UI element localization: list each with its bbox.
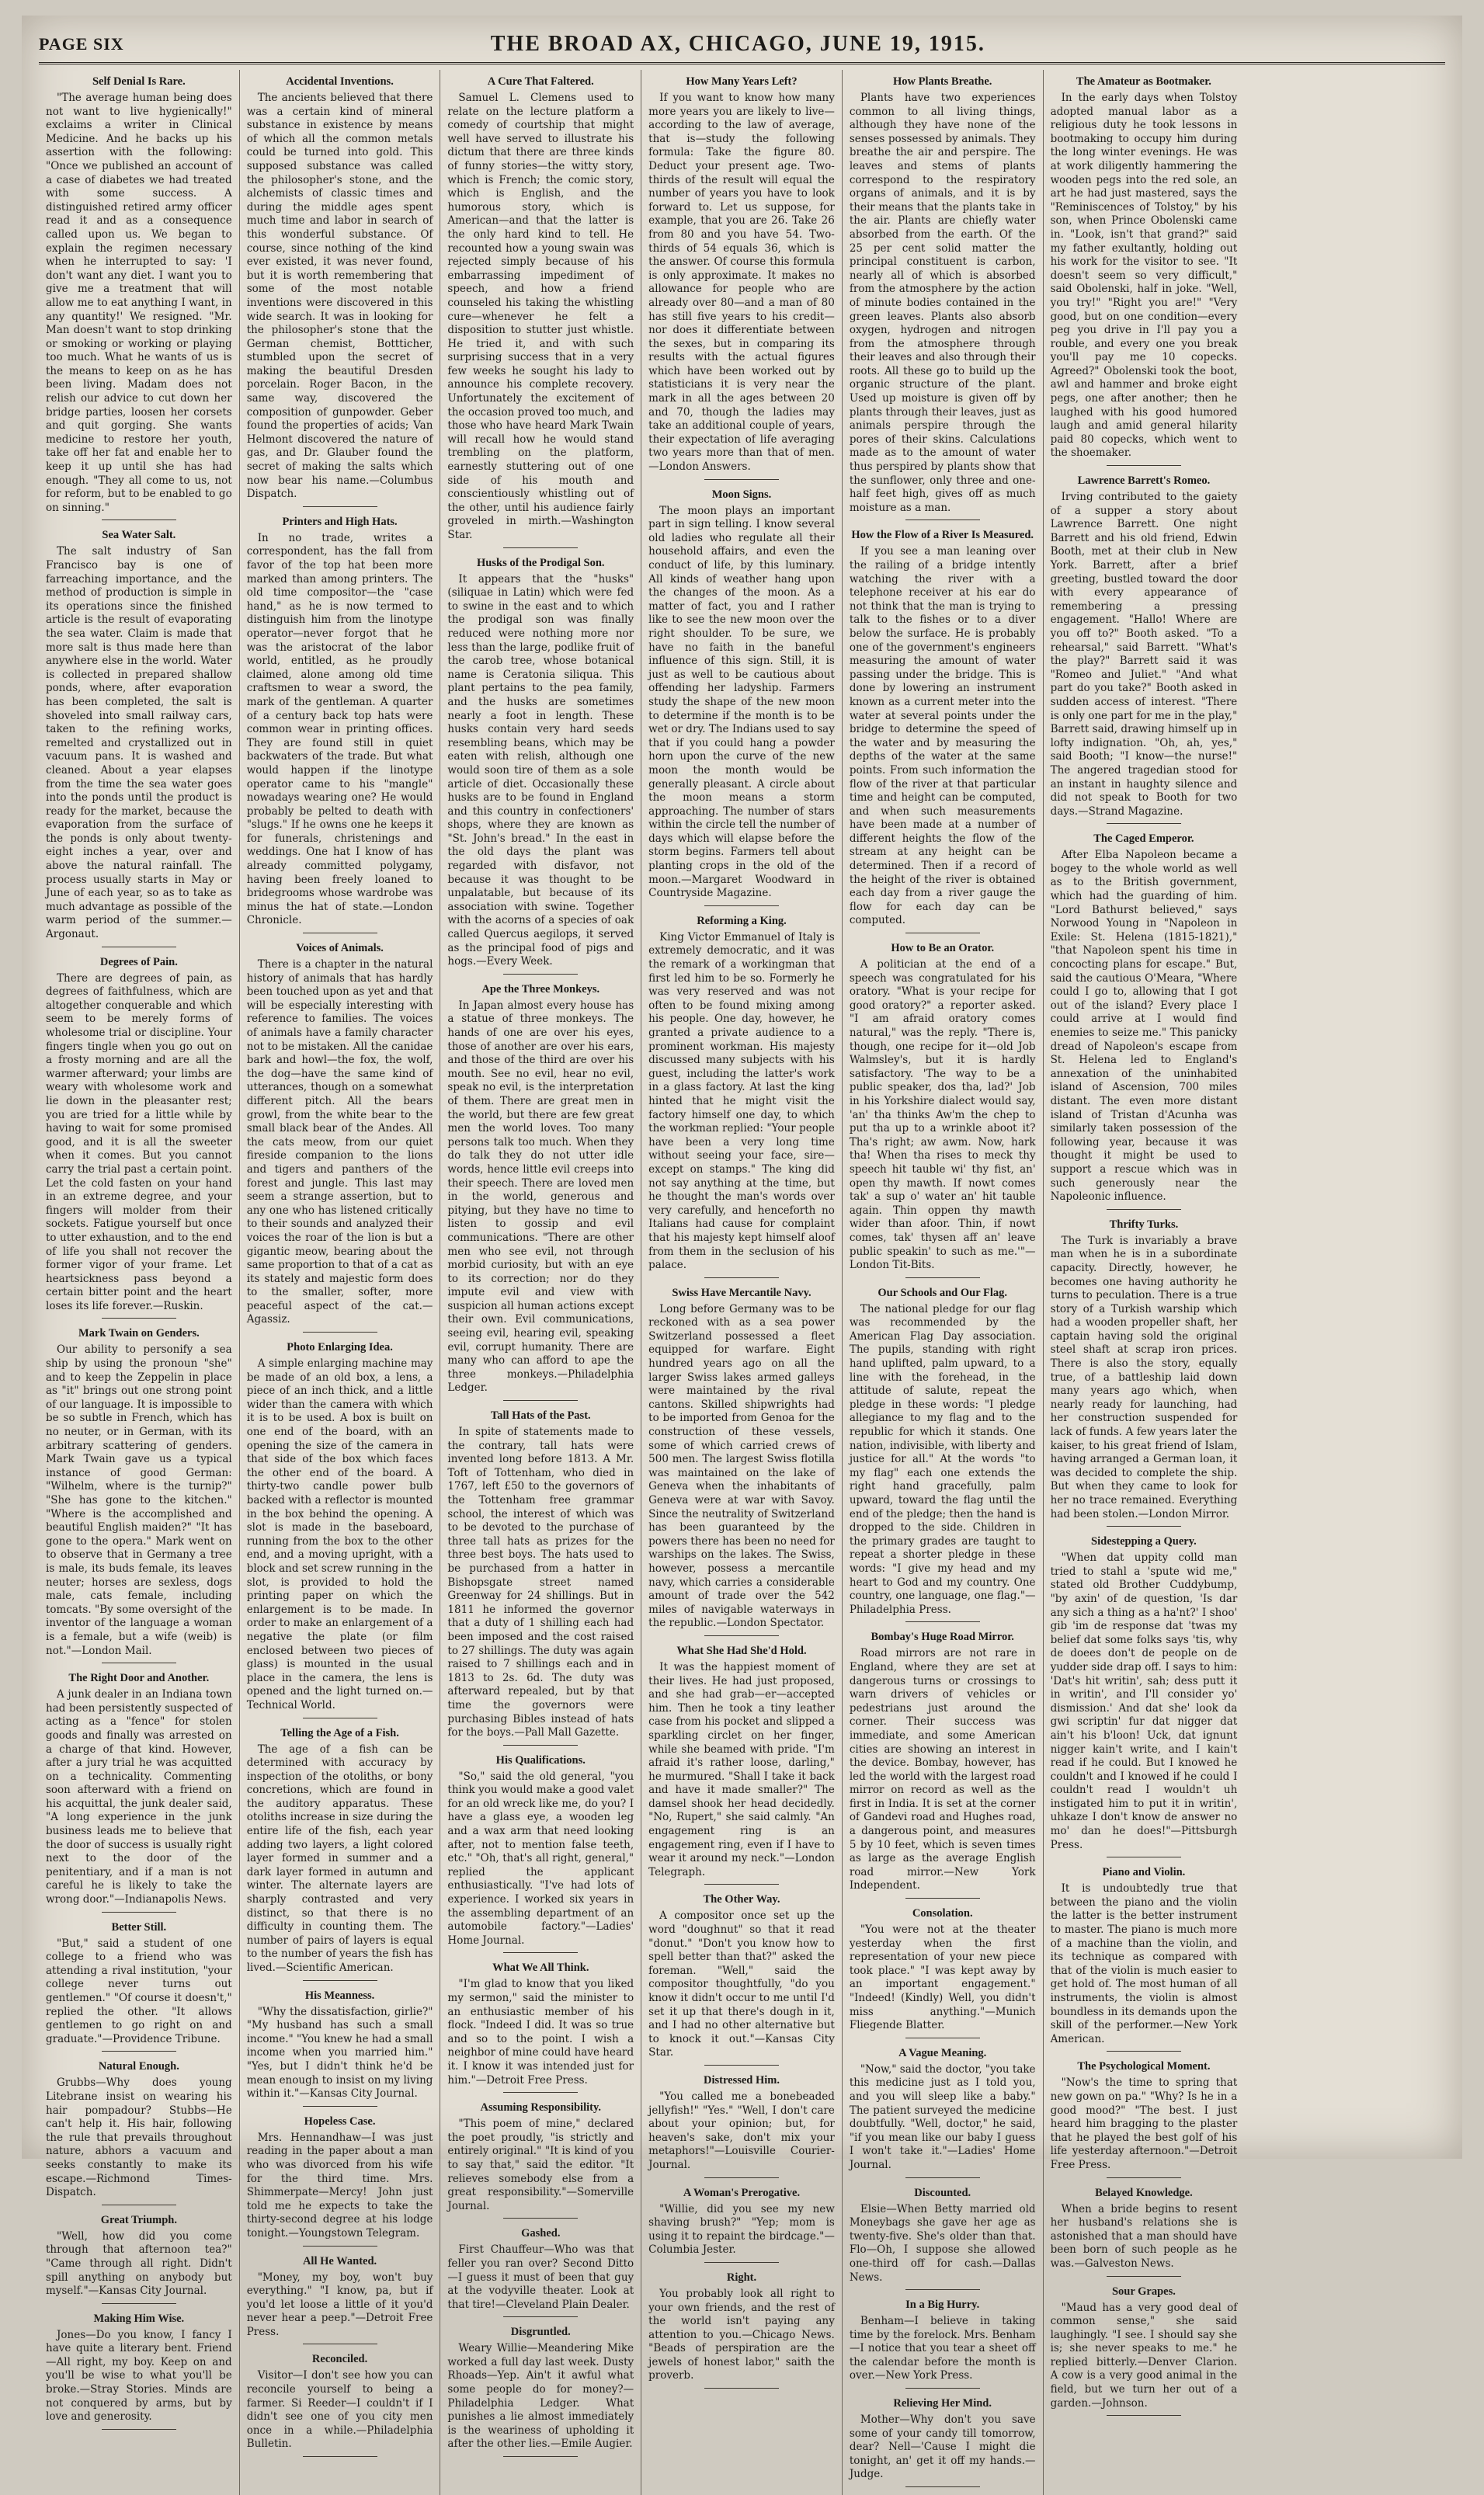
- article: [247, 2254, 433, 2345]
- article-headline: Relieving Her Mind.: [893, 2397, 992, 2410]
- article-headline: Husks of the Prodigal Son.: [477, 556, 605, 569]
- article-headline: The Other Way.: [703, 1893, 780, 1906]
- article-body: "Now," said the doctor, "you take this medicine just as I told you, and you will sleep like a baby." The patient surveyed the medicine doubtfully. "Well, doctor," he said, "if you mean like our baby I guess I won't take it."—Ladies' Home Journal.: [849, 2062, 1036, 2171]
- article: [247, 2114, 433, 2247]
- article-body: First Chauffeur—Who was that feller you ran over? Second Ditto—I guess it must of been that guy at the vodyville theater. Look at that tire!—Cleveland Plain Dealer.: [447, 2243, 634, 2311]
- article-headline: The Amateur as Bootmaker.: [1076, 75, 1211, 88]
- article: [447, 982, 634, 1401]
- article: [447, 556, 634, 975]
- article-headline: Thrifty Turks.: [1109, 1218, 1179, 1231]
- column-5: [843, 70, 1044, 2495]
- article-body: A simple enlarging machine may be made of an old box, a lens, a piece of an inch thick, and a little wider than the camera with which it is to be used. A box is built on one end of the board, with an opening the size of the camera in that side of the box which faces the other end of the board. A thirty-two candle power bulb backed with a reflector is mounted in the box behind the opening. A slot is made in the baseboard, running from the box to the other end, and a moving upright, with a block and set screw running in the slot, is provided to hold the printing paper on which the enlargement is to be made. In order to make an enlargement of a negative the plate (or film enclosed between two pieces of glass) is mounted in the usual place in the camera, the lens is opened and the light turned on.—Technical World.: [246, 1357, 433, 1711]
- article-headline: Making Him Wise.: [93, 2312, 185, 2325]
- article: [1051, 2186, 1238, 2277]
- article: [850, 1906, 1036, 2038]
- article-headline: Bombay's Huge Road Mirror.: [871, 1631, 1014, 1644]
- article-body: "But," said a student of one college to a friend who was attending a rival institution, "your college never turns out gentlemen." "Of course it doesn't," replied the other. "It allows gentlemen to go right on and graduate."—Providence Tribune.: [46, 1937, 232, 2045]
- article: [648, 75, 835, 480]
- article-body: There are degrees of pain, as degrees of faithfulness, which are altogether conquerable and which seem to be merely forms of wholesome trial or discipline. Your fingers tingle when you go out on a frosty morning and are all the warmer afterward; your limbs are weary with wholesome work and lie down in the pleasanter rest; you are tried for a little while by having to wait for some promised good, and it is all the sweeter when it comes. But you cannot carry the trial past a certain point. Let the cold fasten on your hand in an extreme degree, and your fingers will molder from their sockets. Fatigue yourself but once to utter exhaustion, and to the end of life you shall not recover the former vigor of your frame. Let heartsickness pass beyond a certain bitter point and the heart loses its life forever.—Ruskin.: [46, 971, 232, 1312]
- article: [1051, 474, 1238, 824]
- article-headline: Belayed Knowledge.: [1095, 2186, 1193, 2199]
- article-body: Visitor—I don't see how you can reconcile yourself to being a farmer. Si Reeder—I couldn't if I didn't see one of you city men once in a while.—Philadelphia Bulletin.: [246, 2369, 433, 2451]
- article-headline: Disgruntled.: [510, 2326, 571, 2339]
- article: [850, 941, 1036, 1278]
- article-divider: [303, 2106, 377, 2107]
- article-divider: [704, 2388, 779, 2389]
- article: [46, 955, 232, 1319]
- article: [447, 2325, 634, 2457]
- article-divider: [102, 2051, 176, 2052]
- article-headline: What We All Think.: [492, 1962, 589, 1975]
- article-body: Our ability to personify a sea ship by using the pronoun "she" and to keep the Zeppelin in place as "it" brings out one strong point of our language. It is impossible to be so subtle in French, which has no neuter, or in German, with its arbitrary scattering of genders. Mark Twain gave us a typical instance of good German: "Wilhelm, where is the turnip?" "She has gone to the kitchen." "Where is the accomplished and beautiful English maiden?" "It has gone to the opera." Mark went on to observe that in Germany a tree is male, its buds female, its leaves neuter; horses are sexless, dogs male, cats female, including tomcats. "By some oversight of the inventor of the language a woman is a female, but a wife (weib) is not."—London Mail.: [46, 1343, 232, 1657]
- article-body: Mother—Why don't you save some of your candy till tomorrow, dear? Nell—'Cause I might die tonight, an' get it off my hands.—Judge.: [849, 2413, 1036, 2481]
- article-headline: Distressed Him.: [703, 2073, 780, 2087]
- article-headline: Our Schools and Our Flag.: [878, 1286, 1008, 1299]
- article-body: Benham—I believe in taking time by the forelock. Mrs. Benham—I notice that you tear a sheet off the calendar before the month is over.—New York Press.: [849, 2315, 1036, 2382]
- article-body: A compositor once set up the word "doughnut" so that it read "donut." "Don't you know how to spell better than that?" asked the foreman. "Well," said the compositor thoughtfully, "do you know it didn't occur to me until I'd set it up that there's dough in it, and I had no other alternative but to knock it out."—Kansas City Star.: [648, 1909, 835, 2059]
- article-headline: Printers and High Hats.: [282, 515, 398, 528]
- article: [648, 2271, 835, 2389]
- article-divider: [503, 2092, 578, 2093]
- article-divider: [503, 974, 578, 975]
- article-headline: Mark Twain on Genders.: [78, 1327, 200, 1340]
- article-body: Elsie—When Betty married old Moneybags she gave her age as twenty-five. She's older than that. Flo—Oh, I suppose she allowed one-third off for cash.—Dallas News.: [849, 2202, 1036, 2284]
- article: [46, 1671, 232, 1913]
- article: [850, 2298, 1036, 2389]
- article-headline: His Qualifications.: [495, 1753, 586, 1767]
- article-body: The salt industry of San Francisco bay is one of farreaching importance, and the method of production is simple in its operations since the finished article is the result of evaporating the sea water. Claim is made that more salt is thus made here than anywhere else in the world. Water is collected in prepared shallow ponds, where, after evaporation has been completed, the salt is shoveled into small railway cars, taken to the refining works, remelted and crystallized out in vacuum pans. It is washed and cleaned. About a year elapses from the time the sea water goes into the ponds until the product is ready for the market, because the evaporation from the surface of the ponds is only about twenty-eight inches a year, over and above the natural rainfall. The process usually starts in May or June of each year, so as to take as much advantage as possible of the warm period of the summer.—Argonaut.: [46, 545, 232, 941]
- article: [648, 914, 835, 1278]
- article-divider: [905, 1898, 980, 1899]
- article-headline: How Many Years Left?: [686, 75, 798, 88]
- article-body: If you want to know how many more years you are likely to live—according to the law of average, that is—study the following formula: Take the figure 80. Deduct your present age. Two-thirds of the result will equal the number of years you have to look forward to. Let us suppose, for example, that you are 26. Take 26 from 80 and you have 54. Two-thirds of 54 equals 36, which is the answer. Of course this formula is only approximate. It makes no allowance for people who are already over 80—and a man of 80 has still five years to his credit—nor does it differentiate between the sexes, but in comparing its results with the actual figures which have been worked out by statisticians it is very near the mark in all the ages between 20 and 70, though the ladies may take an additional couple of years, their expectation of life averaging two years more than that of men.—London Answers.: [648, 92, 835, 474]
- article-headline: What She Had She'd Hold.: [676, 1644, 807, 1657]
- article-divider: [1107, 2177, 1181, 2178]
- article-headline: Reconciled.: [311, 2353, 368, 2366]
- article-body: It appears that the "husks" (siliquae in Latin) which were fed to swine in the east and to which the prodigal son was finally reduced were nothing more nor less than the large, podlike fruit of the carob tree, whose botanical name is Ceratonia siliqua. This plant pertains to the pea family, and the husks are sometimes nearly a foot in length. These husks contain very hard seeds resembling beans, which may be eaten with relish, although one would soon tire of them as a sole article of diet. Occasionally these husks are to be found in England and this country in confectioners' shops, where they are known as "St. John's bread." In the east in the old days the plant was regarded with disfavor, not because it was thought to be unpalatable, but because of its association with swine. Together with the acorns of a species of oak called Quercus aegilops, it served as the principal food of pigs and hogs.—Every Week.: [447, 572, 634, 968]
- article-body: In no trade, writes a correspondent, has the fall from favor of the top hat been more marked than among printers. The old time compositor—the "case hand," as he is now termed to distinguish him from the linotype operator—never forgot that he was the aristocrat of the labor world, entitled, as he proudly claimed, alone among old time craftsmen to wear a sword, the mark of the gentleman. A quarter of a century back top hats were common wear in printing offices. They are found still in quiet backwaters of the trade. But what would happen if the linotype operator came to his "mangle" nowadays wearing one? He would probably be pelted to death with "slugs." If he owns one he keeps it for funerals, christenings and weddings. One hat I know of has already committed polygamy, having been freely loaned to bridegrooms whose wardrobe was minus the hat of state.—London Chronicle.: [246, 531, 433, 927]
- article-body: "Maud has a very good deal of common sense," she said laughingly. "I see. I should say she is; she never speaks to me." he replied bitterly.—Denver Clarion. A cow is a very good animal in the field, but we turn her out of a garden.—Johnson.: [1050, 2301, 1238, 2410]
- article-divider: [1107, 823, 1181, 824]
- article-headline: Discounted.: [914, 2186, 971, 2199]
- article: [447, 75, 634, 548]
- article-divider: [704, 1277, 779, 1278]
- article-body: Road mirrors are not rare in England, where they are set at dangerous turns or crossings to warn drivers of vehicles or pedestrians just around the corner. Their success was immediate, and some American cities are showing an interest in the device. Bombay, however, has led the world with the largest road mirror on record as well as the first in India. It is set at the corner of Gandevi road and Hughes road, a dangerous point, and measures 5 by 10 feet, which is seven times as large as the average English road mirror.—New York Independent.: [849, 1647, 1036, 1892]
- article: [46, 2059, 232, 2205]
- article: [850, 528, 1036, 933]
- article-headline: How Plants Breathe.: [893, 75, 992, 88]
- article-headline: Ape the Three Monkeys.: [481, 982, 600, 996]
- article: [247, 515, 433, 933]
- article: [247, 2352, 433, 2457]
- article-headline: How to Be an Orator.: [891, 942, 995, 955]
- article-body: "Willie, did you see my new shaving brush?" "Yep; mom is using it to repaint the birdcage."—Columbia Jester.: [648, 2202, 835, 2257]
- article-body: You probably look all right to your own friends, and the rest of the world isn't paying any attention to you.—Chicago News. "Beads of perspiration are the jewels of honest labor," saith the proverb.: [648, 2287, 835, 2382]
- article: [1051, 75, 1238, 466]
- article-body: Weary Willie—Meandering Mike worked a full day last week. Dusty Rhoads—Yep. Ain't it awful what some people do for money?—Philadelphia Ledger. What punishes a lie almost immediately is the weariness of upholding it after the other lies.—Emile Augier.: [447, 2342, 634, 2451]
- article-headline: His Meanness.: [304, 1989, 375, 2002]
- article-headline: Tall Hats of the Past.: [490, 1409, 591, 1423]
- article: [46, 2312, 232, 2430]
- article-divider: [503, 1952, 578, 1953]
- article-divider: [503, 2316, 578, 2317]
- article-body: Long before Germany was to be reckoned with as a sea power Switzerland possessed a fleet equipped for warfare. Eight hundred years ago on all the larger Swiss lakes armed galleys were maintained by the rival cantons. Skilled shipwrights had to be imported from Genoa for the construction of these vessels, some of which carried crews of 500 men. The largest Swiss flotilla was maintained on the lake of Geneva when the inhabitants of Geneva were at war with Savoy. Since the neutrality of Switzerland has been guaranteed by the powers there has been no need for warships on the lakes. The Swiss, however, possess a mercantile navy, which carries a considerable amount of trade over the 542 miles of navigable waterways in the republic.—London Spectator.: [648, 1302, 835, 1630]
- article-headline: Sea Water Salt.: [102, 529, 176, 542]
- column-3: [440, 70, 641, 2495]
- article-body: The national pledge for our flag was recommended by the American Flag Day association. The pupils, standing with right hand uplifted, palm upward, to a line with the forehead, in the attitude of salute, repeat the pledge in these words: "I pledge allegiance to my flag and to the republic for which it stands. One nation, indivisible, with liberty and justice for all." At the words "to my flag" each one extends the right hand gracefully, palm upward, toward the flag until the end of the pledge; then the hand is dropped to the side. Children in the primary grades are taught to repeat a shorter pledge in these words: "I give my head and my heart to God and my country. One country, one language, one flag."—Philadelphia Press.: [849, 1302, 1036, 1616]
- article: [247, 941, 433, 1333]
- article: [447, 2226, 634, 2317]
- article-headline: Reforming a King.: [697, 914, 787, 927]
- article: [247, 1726, 433, 1981]
- article: [850, 75, 1036, 520]
- article-headline: Swiss Have Mercantile Navy.: [672, 1286, 812, 1299]
- article-body: "Why the dissatisfaction, girlie?" "My husband has such a small income." "You knew he had a small income when you married him." "Yes, but I didn't think he'd be mean enough to insist on my living within it."—Kansas City Journal.: [246, 2005, 433, 2101]
- article-divider: [303, 2246, 377, 2247]
- article-divider: [704, 479, 779, 480]
- article: [46, 1326, 232, 1663]
- masthead: [39, 26, 1445, 64]
- article-headline: The Right Door and Another.: [68, 1672, 210, 1685]
- article-body: A junk dealer in an Indiana town had been persistently suspected of acting as a "fence" for stolen goods and finally was arrested on a charge of that kind. However, after a jury trial he was acquitted on a technicality. Commenting soon afterward with a friend on his acquittal, the junk dealer said, "A long experience in the junk business leads me to believe that the door of success is usually right next to the door of the penitentiary, and if a man is not careful he is likely to take the wrong door."—Indianapolis News.: [46, 1688, 232, 1906]
- article-divider: [303, 1980, 377, 1981]
- article-divider: [1107, 465, 1181, 466]
- article: [1051, 1865, 1238, 2052]
- article-divider: [704, 2177, 779, 2178]
- article-headline: The Caged Emperor.: [1093, 832, 1194, 846]
- article: [447, 2101, 634, 2219]
- article-divider: [102, 2429, 176, 2430]
- article: [46, 1920, 232, 2052]
- article: [447, 1961, 634, 2093]
- article: [648, 1644, 835, 1885]
- article-headline: Accidental Inventions.: [286, 75, 394, 88]
- article-divider: [303, 2456, 377, 2457]
- article-body: A politician at the end of a speech was congratulated for his oratory. "What is your recipe for good oratory?" a reporter asked. "I am afraid oratory comes natural," was the reply. "There is, though, one recipe for it—old Job Walmsley's, but it is hardly satisfactory. 'The way to be a public speaker, dos tha, lad?' Job in his Yorkshire dialect would say, 'an' tha thinks Aw'm the chep to put tha up to a wrinkle aboot it? Tha's right; aw awm. Now, hark tha! When tha rises to meck thy speech hit tauble wi' thy fist, an' open thy mawth. If nowt comes tak' a sup o' water an' hit tauble again. Thin oppen thy mawth wider than afoor. Thin, if nowt comes, tak' thysen aff an' leave public speakin' to such as me.'"—London Tit-Bits.: [849, 958, 1036, 1272]
- article: [1051, 832, 1238, 1209]
- article-headline: Self Denial Is Rare.: [92, 75, 186, 88]
- article: [247, 1989, 433, 2107]
- article-divider: [1107, 2415, 1181, 2416]
- article-divider: [503, 547, 578, 548]
- article-body: The ancients believed that there was a certain kind of mineral substance in existence by means of which all the common metals could be turned into gold. This supposed substance was called the philosopher's stone, and the alchemists of classic times and during the middle ages spent much time and labor in search of this wonderful substance. Of course, since nothing of the kind ever existed, it was never found, but it is worth remembering that some of the most notable inventions were discovered in this wide search. It was in looking for the philosopher's stone that the German chemist, Bottticher, stumbled upon the secret of making the beautiful Dresden porcelain. Roger Bacon, in the same way, discovered the composition of gunpowder. Geber found the properties of acids; Van Helmont discovered the nature of gas, and Dr. Glauber found the secret of making the salts which now bear his name.—Columbus Dispatch.: [246, 92, 433, 501]
- article-divider: [704, 1635, 779, 1636]
- article-divider: [503, 1745, 578, 1746]
- article-divider: [1107, 1526, 1181, 1527]
- article-divider: [503, 2218, 578, 2219]
- article: [1051, 2285, 1238, 2417]
- article-divider: [905, 2388, 980, 2389]
- article-divider: [704, 2262, 779, 2263]
- article-body: "You called me a bonebeaded jellyfish!" "Yes." "Well, I don't care about your opinion; but, for heaven's sake, don't mix your metaphors!"—Louisville Courier-Journal.: [648, 2090, 835, 2171]
- article-body: Plants have two experiences common to all living things, although they have none of the senses possessed by animals. They breathe the air and perspire. The leaves and stems of plants correspond to the respiratory organs of animals, and it is by their means that the plants take in the air. Plants are chiefly water absorbed from the earth. Of the 25 per cent solid matter the principal constituent is carbon, nearly all of which is absorbed from the atmosphere by the action of minute bodies contained in the green leaves. Plants also absorb oxygen, hydrogen and nitrogen from the atmosphere through their leaves and also through their roots. All these go to build up the organic structure of the plant. Used up moisture is given off by plants through their leaves, just as animals perspire through the pores of their skins. Calculations made as to the amount of water thus perspired by plants show that the sunflower, only three and one-half feet high, gives off as much moisture as a man.: [849, 92, 1036, 514]
- article-body: In spite of statements made to the contrary, tall hats were invented long before 1813. A Mr. Toft of Tottenham, who died in 1767, left £50 to the governors of the Tottenham free grammar school, the interest of which was to be devoted to the purchase of three tall hats as prizes for the three best boys. The hats used to be purchased from a hatter in Bishopsgate street named Greenway for 24 shillings. But in 1811 he informed the governor that a duty of 1 shilling each had been imposed and the cost raised to 27 shillings. The duty was again raised to 7 shillings each and in 1813 to 2s. 6d. The duty was afterward repealed, but by that time the governors were purchasing Bibles instead of hats for the boys.—Pall Mall Gazette.: [447, 1426, 634, 1739]
- article-headline: Natural Enough.: [98, 2060, 179, 2073]
- article-body: King Victor Emmanuel of Italy is extremely democratic, and it was the remark of a workingman that first led him to be so. Formerly he was very reserved and was not often to be found mixing among his people. One day, however, he granted a private audience to a prominent workman. His majesty discussed many subjects with his guest, including the latter's work in a glass factory. At last the king hinted that he might visit the factory himself one day, to which the workman replied: "Your people have been a very long time without seeing your face, sire—except on stamps." The king did not say anything at the time, but he thought the man's words over very carefully, and henceforth no Italians had cause for complaint that his majesty kept himself aloof from them in the seclusion of his palace.: [648, 930, 835, 1272]
- article: [850, 2046, 1036, 2178]
- article-body: After Elba Napoleon became a bogey to the whole world as well as to the British government, which had the guarding of him. "Lord Bathurst believed," says Norwood Young in "Napoleon in Exile: St. Helena (1815-1821)," "that Napoleon spent his time in concocting plans for escape." But, said the cautious O'Meara, "Where could I go to, allowing that I got out of the island? Every place I could arrive at I would find enemies to seize me." This panicky dread of Napoleon's escape from St. Helena led to England's annexation of the uninhabited island of Ascension, 700 miles distant. The even more distant island of Tristan d'Acunha was similarly taken possession of the following year, because it was thought it might be used to support a rescue which was in such generously near the Napoleonic influence.: [1050, 849, 1238, 1204]
- article-divider: [1107, 2276, 1181, 2277]
- article-body: If you see a man leaning over the railing of a bridge intently watching the river with a telephone receiver at his ear do not think that the man is trying to talk to the fishes or to a diver below the surface. He is probably one of the government's engineers measuring the amount of water passing under the bridge. This is done by lowering an instrument known as a current meter into the water at several points under the bridge to determine the speed of the water and by measuring the depths of the water at the same points. From such information the flow of the river at that particular time and height can be computed, and when such measurements have been made at a number of different heights the flow of the stream at any height can be determined. Then if a record of the height of the river is obtained each day from a river gauge the flow for each day can be computed.: [849, 545, 1036, 927]
- article-divider: [1107, 1209, 1181, 1210]
- article-body: The age of a fish can be determined with accuracy by inspection of the otoliths, or bony concretions, which are found in the auditory apparatus. These otoliths increase in size during the entire life of the fish, each year adding two layers, a light colored layer formed in summer and a dark layer formed in autumn and winter. The alternate layers are sharply contrasted and very distinct, so that there is no difficulty in counting them. The number of pairs of layers is equal to the number of years the fish has lived.—Scientific American.: [246, 1743, 433, 1974]
- article-body: When a bride begins to resent her husband's relations she is astonished that a man should have been born of such people as he was.—Galveston News.: [1050, 2202, 1238, 2270]
- article-divider: [303, 506, 377, 507]
- article: [850, 2396, 1036, 2487]
- article-headline: The Psychological Moment.: [1077, 2060, 1211, 2073]
- article-divider: [905, 1621, 980, 1622]
- article-body: "When dat uppity colld man tried to stahl a 'spute wid me," stated old Brother Cuddybump, "by axin' of de question, 'Is dar any sich a thing as a ha'nt?' I shoo' gib 'im de response dat 'twas my belief dat some folks says 'tis, why de doees don't de people on de yudder side drap off. I says to him: 'Dat's hit writin', sah; dess putt it in writin', and I'll consider yo' dismission.' And dat she' look da gwi scriptin' fur dat nigger dat ain't his b'loon! Uck, dat ignunt nigger kain't write, and I kain't read if he could. But I knowed he couldn't and I knowed if he could I couldn't read I wouldn't uh instigated him to put it in writin', uhkaze I don't know de answer no mo' dan he does!"—Pittsburgh Press.: [1050, 1552, 1238, 1851]
- article-headline: Voices of Animals.: [296, 942, 384, 955]
- article-headline: In a Big Hurry.: [905, 2299, 980, 2312]
- article-headline: Right.: [726, 2271, 757, 2284]
- article-divider: [905, 2289, 980, 2290]
- article: [247, 1340, 433, 1718]
- article: [447, 1409, 634, 1746]
- column-6: [1044, 70, 1245, 2495]
- column-4: [641, 70, 843, 2495]
- article-headline: How the Flow of a River Is Measured.: [851, 529, 1034, 542]
- page-label: PAGE SIX: [39, 34, 124, 54]
- article-body: In Japan almost every house has a statue of three monkeys. The hands of one are over his eyes, those of another are over his ears, and those of the third are over his mouth. See no evil, hear no evil, speak no evil, is the interpretation of them. There are great men in the world, but there are few great men the world loves. Too many persons talk too much. When they do talk they do not utter idle words, hence little evil creeps into their speech. There are loved men in the world, generous and pitying, but they have no time to listen to gossip and evil communications. "There are other men who see evil, not through morbid curiosity, but with an eye to its correction; nor do they impute evil and view with suspicion all human actions except their own. Evil communications, seeing evil, hearing evil, speaking evil, corrupt humanity. There are many who can afford to ape the three monkeys.—Philadelphia Ledger.: [447, 999, 634, 1395]
- article-body: "Now's the time to spring that new gown on pa." "Why? Is he in a good mood?" "The best. I just heard him bragging to the plaster that he played the best golf of his life yesterday afternoon."—Detroit Free Press.: [1050, 2076, 1238, 2171]
- article: [850, 1286, 1036, 1623]
- article: [247, 75, 433, 507]
- article-body: It is undoubtedly true that between the piano and the violin the latter is the better instrument to master. The piano is much more of a machine than the violin, and its technique as compared with that of the violin is much easier to get hold of. The most human of all instruments, the violin is almost boundless in its demands upon the skill of the performer.—New York American.: [1050, 1882, 1238, 2045]
- article-body: "So," said the old general, "you think you would make a good valet for an old wreck like me, do you? I have a glass eye, a wooden leg and a wax arm that need looking after, not to mention false teeth, etc." "Oh, that's all right, general," replied the applicant enthusiastically. "I've had lots of experience. I worked six years in the assembling department of an automobile factory."—Ladies' Home Journal.: [447, 1770, 634, 1947]
- article: [1051, 2059, 1238, 2177]
- article-headline: Lawrence Barrett's Romeo.: [1077, 474, 1211, 488]
- article-body: Samuel L. Clemens used to relate on the lecture platform a comedy of courtship that might well have served to illustrate his dictum that there are three kinds of funny stories—the witty story, which is French; the comic story, which is English, and the humorous story, which is American—and that the latter is the only hard kind to tell. He recounted how a young swain was rejected simply because of his embarrassing impediment of speech, and how a friend counseled his taking the whistling cure—whenever he felt a disposition to stutter just whistle. He tried it, and with such surprising success that in a very few weeks he sought his lady to announce his complete recovery. Unfortunately the excitement of the occasion proved too much, and those who have heard Mark Twain will recall how he would stand trembling on the platform, earnestly stuttering out of one side of his mouth and conscientiously whistling out of the other, until his audience fairly groveled in mirth.—Washington Star.: [447, 92, 634, 541]
- newspaper-title: THE BROAD AX, CHICAGO, JUNE 19, 1915.: [490, 32, 985, 56]
- article-headline: Great Triumph.: [100, 2213, 177, 2226]
- article-body: The moon plays an important part in sign telling. I know several old ladies who regulate all their household affairs, and even the conduct of life, by this luminary. All kinds of weather hang upon the changes of the moon. As a matter of fact, you and I rather like to see the new moon over the right shoulder. To be sure, we have no faith in the baneful influence of this sign. Still, it is just as well to be cautious about offending her ladyship. Farmers study the shape of the new moon to determine if the month is to be wet or dry. The Indians used to say that if you could hang a powder horn upon the curve of the new moon the month would be generally pleasant. A circle about the moon means a storm approaching. The number of stars within the circle tell the number of days which will elapse before the storm begins. Farmers tell about planting crops in the old of the moon.—Margaret Woodward in Countryside Magazine.: [648, 504, 835, 900]
- newspaper-page: [22, 16, 1462, 2481]
- article-body: "This poem of mine," declared the poet proudly, "is strictly and entirely original." "It is kind of you to say that," said the editor. "It relieves somebody else from a great responsibility."—Somerville Journal.: [447, 2118, 634, 2212]
- article: [648, 2073, 835, 2178]
- article-body: Mrs. Hennandhaw—I was just reading in the paper about a man who was divorced from his wife for the third time. Mrs. Shimmerpate—Mercy! John just told me he expects to take the thirty-second degree at his lodge tonight.—Youngstown Telegram.: [246, 2131, 433, 2240]
- article-divider: [102, 1912, 176, 1913]
- column-2: [240, 70, 441, 2495]
- article-body: "Money, my boy, won't buy everything." "I know, pa, but if you'd let loose a little of it you'd never hear a peep."—Detroit Free Press.: [246, 2271, 433, 2338]
- article-divider: [905, 2177, 980, 2178]
- article-headline: Piano and Violin.: [1102, 1866, 1186, 1879]
- article-columns: [39, 70, 1445, 2481]
- article: [46, 528, 232, 947]
- article: [1051, 1218, 1238, 1527]
- article-divider: [303, 1332, 377, 1333]
- article-divider: [102, 1318, 176, 1319]
- article-headline: Assuming Responsibility.: [480, 2101, 602, 2114]
- article: [850, 2186, 1036, 2291]
- article-headline: Consolation.: [912, 1907, 973, 1920]
- article-body: "The average human being does not want to live hygienically!" exclaims a writer in Clinical Medicine. And he backs up his assertion with the following: "Once we published an account of a case of diabetes we had treated with some success. A distinguished retired army officer read it and as a consequence called upon us. We began to explain the regimen necessary when he interrupted to say: 'I don't want any diet. I want you to give me a treatment that will allow me to eat anything I want, in any quantity!' We resigned. "Mr. Man doesn't want to stop drinking or smoking or working or playing too much. What he wants of us is the means to keep on as he has been living. Madam does not relish our advice to cut down her bridge parties, loosen her corsets and quit gorging. She wants medicine to restore her youth, take off her fat and enable her to keep it up until she has had enough. "They all come to us, not for reform, but to be enabled to go on sinning.": [46, 92, 232, 514]
- article: [850, 1630, 1036, 1899]
- article-headline: Better Still.: [111, 1920, 167, 1934]
- article: [46, 75, 232, 520]
- article-headline: A Cure That Faltered.: [487, 75, 594, 88]
- article-divider: [905, 2486, 980, 2487]
- article-body: Irving contributed to the gaiety of a supper a story about Lawrence Barrett. One night Barrett and his old friend, Edwin Booth, met at their club in New York. Barrett, after a brief greeting, bustled toward the door with every appearance of remembering a pressing engagement. "Hallo! Where are you off to?" Booth asked. "To a rehearsal," said Barrett. "What's the play?" Barrett said it was "Romeo and Juliet." "And what part do you take?" Booth asked in sudden access of interest. "There is only one part for me in the play," Barrett said, drawing himself up in lofty indignation. "Oh, ah, yes," said Booth; "I know—the nurse!" The angered tragedian stood for an instant in haughty silence and did not speak to Booth for two days.—Strand Magazine.: [1050, 491, 1238, 818]
- article-body: It was the happiest moment of their lives. He had just proposed, and she had grab—er—accepted him. Then he took a tiny leather case from his pocket and slipped a sparkling circlet on her finger, while she beamed with pride. "I'm afraid it's rather loose, darling," he murmured. "Shall I take it back and have it made smaller?" The damsel shook her head decidedly. "No, Rupert," she said calmly. "An engagement ring is an engagement ring, even if I have to wear it around my neck."—London Telegraph.: [648, 1660, 835, 1878]
- article-divider: [102, 2303, 176, 2304]
- article-divider: [1107, 2051, 1181, 2052]
- article: [1051, 1534, 1238, 1857]
- article-body: "Well, how did you come through that afternoon tea?" "Came through all right. Didn't spill anything on anybody but myself."—Kansas City Journal.: [46, 2229, 232, 2298]
- article-divider: [503, 1400, 578, 1401]
- article-headline: Photo Enlarging Idea.: [287, 1341, 393, 1354]
- article-headline: A Woman's Prerogative.: [683, 2186, 801, 2199]
- article: [648, 1286, 835, 1636]
- article-headline: Telling the Age of a Fish.: [280, 1726, 399, 1739]
- article-body: Jones—Do you know, I fancy I have quite a literary bent. Friend—All right, my boy. Keep on and you'll be wise to what you'll be broke.—Stray Stories. Minds are not conquered by arms, but by love and generosity.: [46, 2328, 232, 2424]
- article-divider: [704, 905, 779, 906]
- article-body: The Turk is invariably a brave man when he is in a subordinate capacity. Directly, however, he becomes one having authority he turns to peculation. There is a true story of a Turkish warship which had a wooden propeller shaft, her captain having sold the original steel shaft at scrap iron prices. There is also the story, equally true, of a battleship laid down many years ago which, when nearly ready for launching, had her construction suspended for lack of funds. A few years later the kaiser, to his great friend of Islam, having arranged a German loan, it was decided to complete the ship. But when they came to look for her no trace remained. Everything had been stolen.—London Mirror.: [1050, 1234, 1238, 1520]
- article-headline: Sour Grapes.: [1111, 2285, 1176, 2298]
- article-body: There is a chapter in the natural history of animals that has hardly been touched upon as yet and that will be especially interesting with reference to families. The voices of animals have a family character not to be mistaken. All the canidae bark and howl—the fox, the wolf, the dog—have the same kind of utterances, though on a somewhat different pitch. All the bears growl, from the white bear to the small black bear of the Andes. All the cats meow, from our quiet fireside companion to the lions and tigers and panthers of the forest and jungle. This last may seem a strange assertion, but to any one who has listened critically to their sounds and analyzed their voices the roar of the lion is but a gigantic meow, bearing about the same proportion to that of a cat as its stately and majestic form does to the smaller, softer, more peaceful aspect of the cat.—Agassiz.: [246, 958, 433, 1326]
- article-headline: All He Wanted.: [302, 2254, 377, 2267]
- column-1: [39, 70, 240, 2495]
- article-body: "You were not at the theater yesterday when the first representation of your new piece took place." "I was kept away by an important engagement." "Indeed! (Kindly) Well, you didn't miss anything."—Munich Fliegende Blatter.: [849, 1923, 1036, 2032]
- article: [447, 1753, 634, 1954]
- article-divider: [503, 2456, 578, 2457]
- article-divider: [905, 1277, 980, 1278]
- article-headline: Moon Signs.: [711, 488, 772, 501]
- article-headline: Hopeless Case.: [304, 2114, 376, 2128]
- article: [648, 488, 835, 906]
- article: [648, 1892, 835, 2066]
- article-divider: [704, 2065, 779, 2066]
- article: [46, 2213, 232, 2304]
- article-body: In the early days when Tolstoy adopted manual labor as a religious duty he took lessons in bootmaking to occupy him during the long winter evenings. He was at work diligently hammering the wooden pegs into the red sole, an art he had just mastered, says the "Reminiscences of Tolstoy," by his son, when Prince Obolenski came in. "Look, isn't that grand?" said my father exultantly, holding out his work for the visitor to see. "It doesn't seem so very difficult," said Obolenski, half in joke. "Well, you try!" "Right you are!" "Very good, but on one condition—every peg you drive in I'll pay you a rouble, and every one you break you'll pay me 10 copecks. Agreed?" Obolenski took the boot, awl and hammer and broke eight pegs, one after another; then he laughed with his good humored laugh and amid general hilarity paid 80 copecks, which went to the shoemaker.: [1050, 92, 1238, 460]
- article-headline: Degrees of Pain.: [99, 955, 178, 968]
- article-body: Grubbs—Why does young Litebrane insist on wearing his hair pompadour? Stubbs—He can't help it. His hair, following the rule that prevails throughout nature, abhors a vacuum and seeks constantly to make its escape.—Richmond Times-Dispatch.: [46, 2076, 232, 2199]
- article-headline: Sidestepping a Query.: [1091, 1535, 1197, 1548]
- article-divider: [704, 1884, 779, 1885]
- article: [648, 2186, 835, 2263]
- article-headline: A Vague Meaning.: [898, 2046, 987, 2059]
- article-headline: Gashed.: [521, 2227, 561, 2240]
- article-body: "I'm glad to know that you liked my sermon," said the minister to an enthusiastic member of his flock. "Indeed I did. It was so true and so to the point. I wish a neighbor of mine could have heard it. I know it was intended just for him."—Detroit Free Press.: [447, 1978, 634, 2087]
